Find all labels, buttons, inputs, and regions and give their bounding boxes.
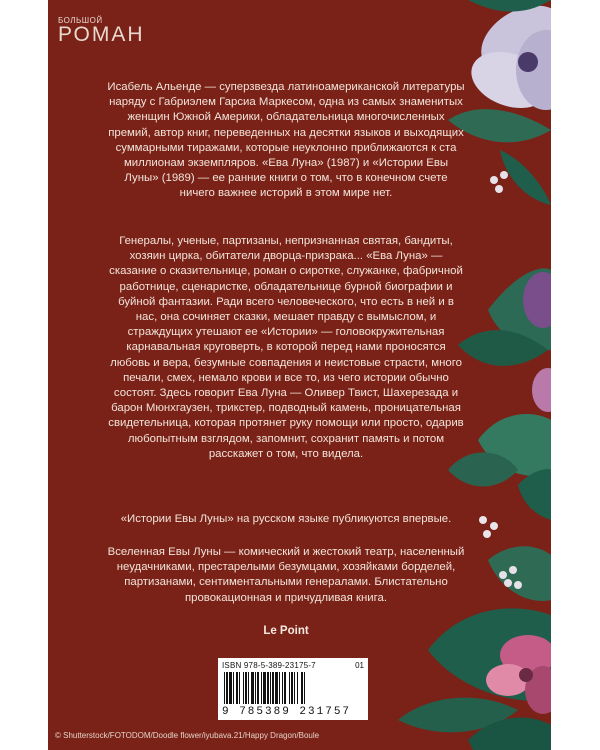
barcode-bar [289, 672, 290, 704]
barcode-bar [294, 672, 295, 704]
quote-source: Le Point [263, 625, 309, 637]
first-publication-note: «Истории Евы Луны» на русском языке публикуются впервые. [120, 513, 452, 525]
barcode [218, 658, 368, 720]
barcode-bar [297, 672, 298, 704]
barcode-bar [233, 672, 234, 704]
barcode-bar [267, 672, 269, 704]
barcode-bar [251, 672, 254, 704]
berries-top [490, 171, 508, 193]
barcode-bar [279, 672, 280, 704]
barcode-bar [224, 672, 225, 704]
series-big-label: РОМАН [58, 23, 145, 46]
back-cover [48, 0, 551, 750]
barcode-bar [282, 672, 283, 704]
barcode-bar [263, 672, 266, 704]
barcode-bar [248, 672, 249, 704]
issue-code: 01 [355, 661, 364, 670]
image-credits: © Shutterstock/FOTODOM/Doodle flower/iyubava.21/Happy Dragon/Boule [55, 731, 320, 740]
summary-paragraph: Генералы, ученые, партизаны, непризнанная святая, бандиты, хозяин цирка, обитатели дворца-призрака... «Ева Луна» — сказание о сказительнице, роман о сиротке, служанке, фабричной работнице, сценаристке, обладательнице бурной биографии и буйной фантазии. Ради всего человеческого, что есть в ней и в нас, она сочиняет сказки, мешает правду с вымыслом, и страждущих утешают ее «Истории» — головокружительная карнавальная круговерть, в которой перед нами проносятся любовь и вера, безумные совпадения и неистовые страсти, много печали, смех, немало крови и все то, из чего истории обычно состоят. Здесь говорит Ева Луна — Оливер Твист, Шахерезада и барон Мюнхгаузен, трикстер, подводный камень, проницательная свидетельница, которая протянет руку помощи или просто, одарив любопытным взглядом, запомнит, сохранит память и потом расскажет о том, что видела. [108, 235, 464, 460]
barcode-bar [243, 672, 244, 704]
barcode-bar [226, 672, 228, 704]
barcode-bar [229, 672, 232, 704]
barcode-bar [255, 672, 256, 704]
barcode-bar [245, 672, 247, 704]
barcode-bar [257, 672, 259, 704]
barcode-bar [261, 672, 262, 704]
barcode-bar [270, 672, 271, 704]
barcode-bar [304, 672, 305, 704]
barcode-bar [301, 672, 303, 704]
ean-number: 9 785389 231757 [222, 706, 352, 718]
isbn-label: ISBN 978-5-389-23175-7 [222, 661, 316, 670]
barcode-bar [236, 672, 238, 704]
flower-top [464, 0, 551, 118]
series-small-label: БОЛЬШОЙ [58, 16, 103, 25]
review-quote: Вселенная Евы Луны — комический и жестокий театр, населенный неудачниками, престарелыми безумцами, хозяйками борделей, партизанами, сентиментальными генералами. Блистательно провокационная и причудливая книга. [107, 546, 465, 604]
barcode-bar [272, 672, 274, 704]
barcode-bar [275, 672, 278, 704]
barcode-bar [291, 672, 293, 704]
intro-paragraph: Исабель Альенде — суперзвезда латиноамериканской литературы наряду с Габриэлем Гарсиа Маркесом, одна из самых знаменитых женщин Южной Америки, обладательница многочисленных премий, автор книг, переведенных на десятки языков и выходящих суммарными тиражами, которые неуклонно приближаются к ста миллионам экземпляров. «Ева Луна» (1987) и «Истории Евы Луны» (1989) — ее ранние книги о том, что в конечном счете ничего важнее историй в этом мире нет. [107, 81, 465, 200]
barcode-bars [222, 672, 364, 704]
barcode-bar [239, 672, 240, 704]
berries-middle [479, 516, 498, 538]
barcode-bar [284, 672, 286, 704]
